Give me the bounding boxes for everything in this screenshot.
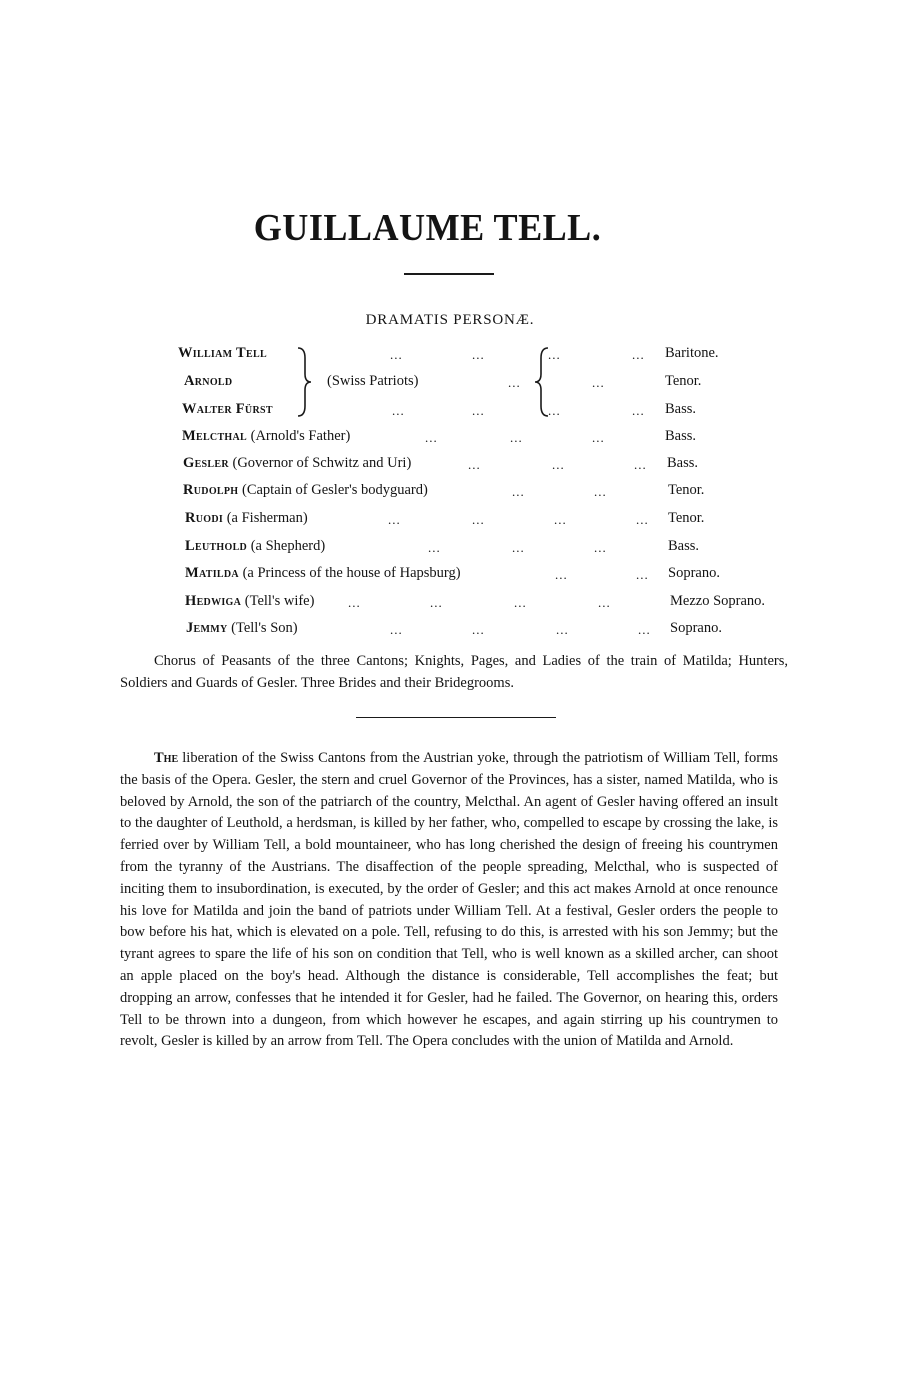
chorus-paragraph: Chorus of Peasants of the three Cantons; Knights, Pages, and Ladies of the train of Matilda; Hunters, Soldiers and Guards of Gesler. Three Brides and their Bridegrooms. (120, 653, 788, 691)
cast-row-gesler (183, 455, 411, 472)
leader-dots: ... (636, 567, 649, 582)
swiss-patriots-label: (Swiss Patriots) (327, 373, 419, 389)
leader-dots: ... (594, 540, 607, 555)
leader-dots: ... (514, 595, 527, 610)
leader-dots: ... (552, 457, 565, 472)
cast-desc: (Arnold's Father) (247, 428, 351, 444)
cast-desc: (a Shepherd) (247, 538, 326, 554)
cast-desc: (Captain of Gesler's bodyguard) (238, 482, 428, 498)
leader-dots: ... (472, 403, 485, 418)
leader-dots: ... (632, 347, 645, 362)
leader-dots: ... (592, 375, 605, 390)
cast-row-ruodi (185, 510, 308, 527)
cast-desc: (Tell's Son) (227, 620, 298, 636)
synopsis-lead: The (154, 750, 179, 766)
leader-dots: ... (548, 347, 561, 362)
dramatis-personae-heading: DRAMATIS PERSONÆ. (365, 312, 535, 328)
voice-hedwiga: Mezzo Soprano. (670, 593, 766, 609)
cast-name: Ruodi (185, 510, 224, 526)
voice-melcthal: Bass. (665, 428, 697, 444)
voice-william-tell: Baritone. (665, 345, 719, 361)
cast-desc: (Governor of Schwitz and Uri) (228, 455, 412, 471)
cast-name: Melcthal (182, 428, 247, 444)
leader-dots: ... (592, 430, 605, 445)
leader-dots: ... (634, 457, 647, 472)
leader-dots: ... (390, 347, 403, 362)
leader-dots: ... (388, 512, 401, 527)
leader-dots: ... (638, 622, 651, 637)
leader-dots: ... (555, 567, 568, 582)
cast-row-leuthold (185, 538, 325, 555)
cast-desc: (a Princess of the house of Hapsburg) (238, 565, 461, 581)
synopsis-text: liberation of the Swiss Cantons from the Austrian yoke, through the patriotism of William Tell, forms the basis of the Opera. Gesler, the stern and cruel Governor of the Provinces, has a sister, named Matilda, who is beloved by Arnold, the son of the patriarch of the country, Melcthal. An agent of Gesler having offered an insult to the daughter of Leuthold, a herdsman, is killed by her father, who, compelled to escape by crossing the lake, is ferried over by William Tell, a bold mountaineer, who has long cherished the design of freeing his countrymen from the tyranny of the Austrians. The disaffection of the people spreading, Melcthal, who is suspected of inciting them to insubordination, is executed, by the order of Gesler; and this act makes Arnold at once renounce his love for Matilda and join the band of patriots under William Tell. At a festival, Gesler orders the people to bow before his hat, which is elevated on a pole. Tell, refusing to do this, is arrested with his son Jemmy; but the tyrant agrees to spare the life of his son on condition that Tell, who is well known as a skilled archer, can shoot an apple placed on the boy's head. Although the distance is considerable, Tell accomplishes the feat; but dropping an arrow, confesses that he intended it for Gesler, had he failed. The Governor, on hearing this, orders Tell to be thrown into a dungeon, from which however he escapes, and again stirring up his countrymen to revolt, Gesler is killed by an arrow from Tell. The Opera concludes with the union of Matilda and Arnold. (120, 750, 778, 1050)
right-brace-icon (296, 346, 312, 418)
leader-dots: ... (548, 403, 561, 418)
leader-dots: ... (594, 484, 607, 499)
leader-dots: ... (512, 484, 525, 499)
cast-name-william-tell: William Tell (178, 345, 267, 361)
cast-desc: (a Fisherman) (223, 510, 308, 526)
leader-dots: ... (636, 512, 649, 527)
cast-name-walter-furst: Walter Fürst (182, 401, 273, 417)
leader-dots: ... (512, 540, 525, 555)
voice-jemmy: Soprano. (670, 620, 722, 636)
synopsis-paragraph (120, 748, 778, 1053)
leader-dots: ... (472, 622, 485, 637)
voice-arnold: Tenor. (665, 373, 702, 389)
title-rule (404, 273, 494, 275)
cast-row-melcthal (182, 428, 350, 445)
page-title: GUILLAUME TELL. (253, 207, 602, 249)
voice-gesler: Bass. (667, 455, 699, 471)
leader-dots: ... (348, 595, 361, 610)
leader-dots: ... (508, 375, 521, 390)
section-rule (356, 717, 556, 718)
leader-dots: ... (556, 622, 569, 637)
cast-name: Jemmy (186, 620, 228, 636)
voice-leuthold: Bass. (668, 538, 700, 554)
cast-name: Hedwiga (185, 593, 242, 609)
cast-row-rudolph (183, 482, 428, 499)
leader-dots: ... (425, 430, 438, 445)
voice-ruodi: Tenor. (668, 510, 705, 526)
cast-name: Gesler (183, 455, 229, 471)
leader-dots: ... (390, 622, 403, 637)
cast-desc: (Tell's wife) (241, 593, 315, 609)
leader-dots: ... (598, 595, 611, 610)
voice-walter-furst: Bass. (665, 401, 697, 417)
leader-dots: ... (430, 595, 443, 610)
leader-dots: ... (510, 430, 523, 445)
cast-name: Leuthold (185, 538, 248, 554)
cast-name: Matilda (185, 565, 239, 581)
leader-dots: ... (392, 403, 405, 418)
leader-dots: ... (472, 512, 485, 527)
leader-dots: ... (428, 540, 441, 555)
voice-matilda: Soprano. (668, 565, 720, 581)
cast-row-hedwiga (185, 593, 314, 610)
leader-dots: ... (554, 512, 567, 527)
cast-name-arnold: Arnold (184, 373, 233, 389)
cast-name: Rudolph (183, 482, 239, 498)
leader-dots: ... (632, 403, 645, 418)
leader-dots: ... (468, 457, 481, 472)
voice-rudolph: Tenor. (668, 482, 705, 498)
cast-row-matilda (185, 565, 461, 582)
cast-row-jemmy (186, 620, 298, 637)
leader-dots: ... (472, 347, 485, 362)
